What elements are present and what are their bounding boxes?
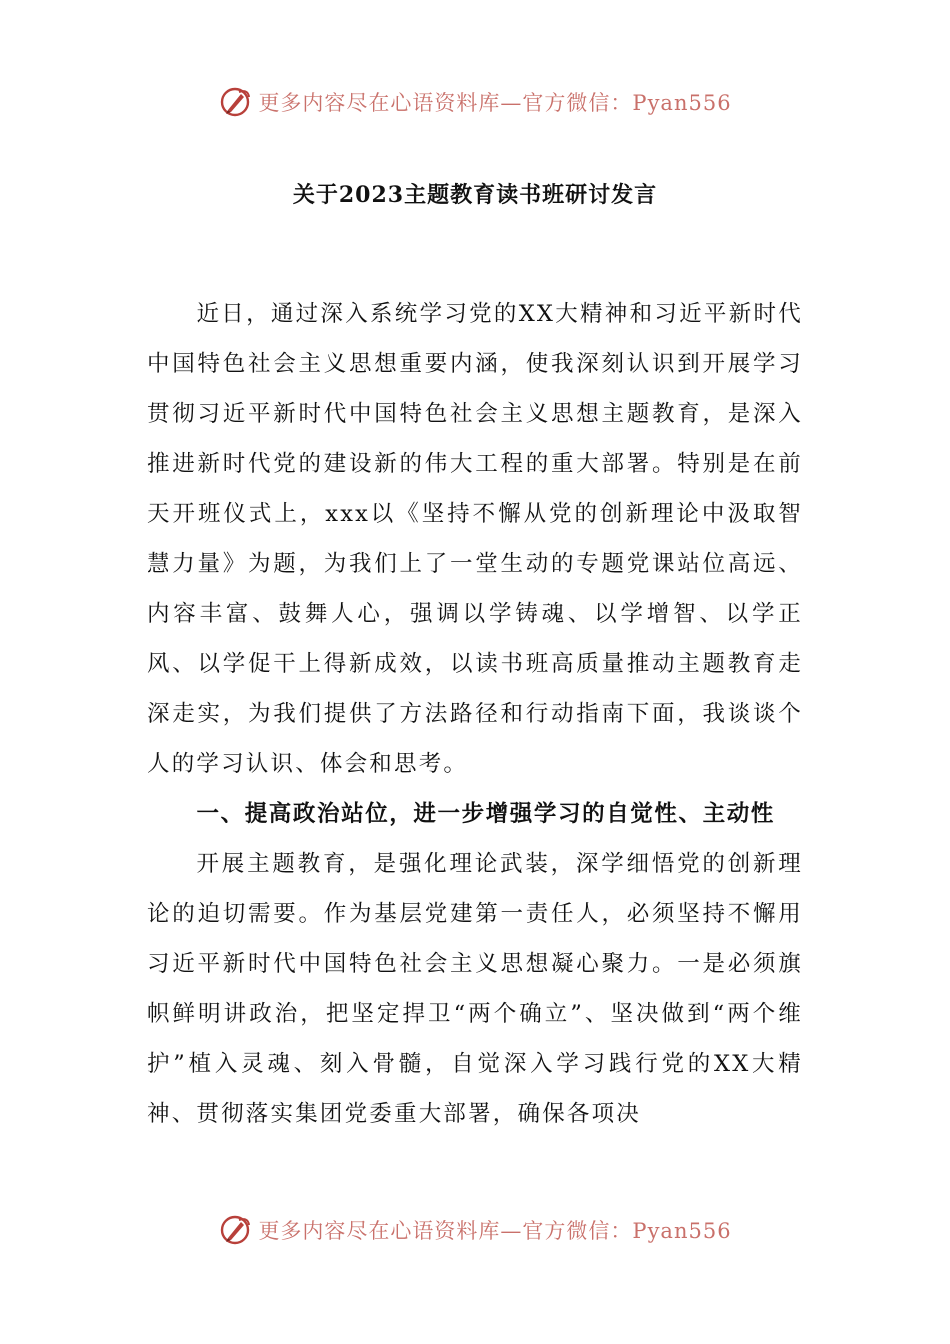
- pen-circle-logo-icon: [218, 85, 252, 119]
- document-body: [147, 289, 803, 1139]
- watermark-text: 更多内容尽在心语资料库—官方微信：Pyan556: [258, 91, 732, 115]
- document-title: 关于2023主题教育读书班研讨发言: [292, 182, 658, 208]
- watermark-banner-bottom: [0, 1210, 950, 1250]
- paragraph-intro: 近日，通过深入系统学习党的XX大精神和习近平新时代中国特色社会主义思想重要内涵，使我深刻认识到开展学习贯彻习近平新时代中国特色社会主义思想主题教育，是深入推进新时代党的建设新的伟大工程的重大部署。特别是在前天开班仪式上，xxx以《坚持不懈从党的创新理论中汲取智慧力量》为题，为我们上了一堂生动的专题党课站位高远、内容丰富、鼓舞人心，强调以学铸魂、以学增智、以学正风、以学促干上得新成效，以读书班高质量推动主题教育走深走实，为我们提供了方法路径和行动指南下面，我谈谈个人的学习认识、体会和思考。: [147, 301, 803, 777]
- watermark-banner-top: [0, 82, 950, 122]
- watermark-text: 更多内容尽在心语资料库—官方微信：Pyan556: [258, 1219, 732, 1243]
- section-heading-1: 一、提高政治站位，进一步增强学习的自觉性、主动性: [196, 801, 775, 827]
- paragraph-section-1: 开展主题教育，是强化理论武装，深学细悟党的创新理论的迫切需要。作为基层党建第一责任人，必须坚持不懈用习近平新时代中国特色社会主义思想凝心聚力。一是必须旗帜鲜明讲政治，把坚定捍卫“两个确立”、坚决做到“两个维护”植入灵魂、刻入骨髓，自觉深入学习践行党的XX大精神、贯彻落实集团党委重大部署，确保各项决: [147, 851, 803, 1127]
- pen-circle-logo-icon: [218, 1213, 252, 1247]
